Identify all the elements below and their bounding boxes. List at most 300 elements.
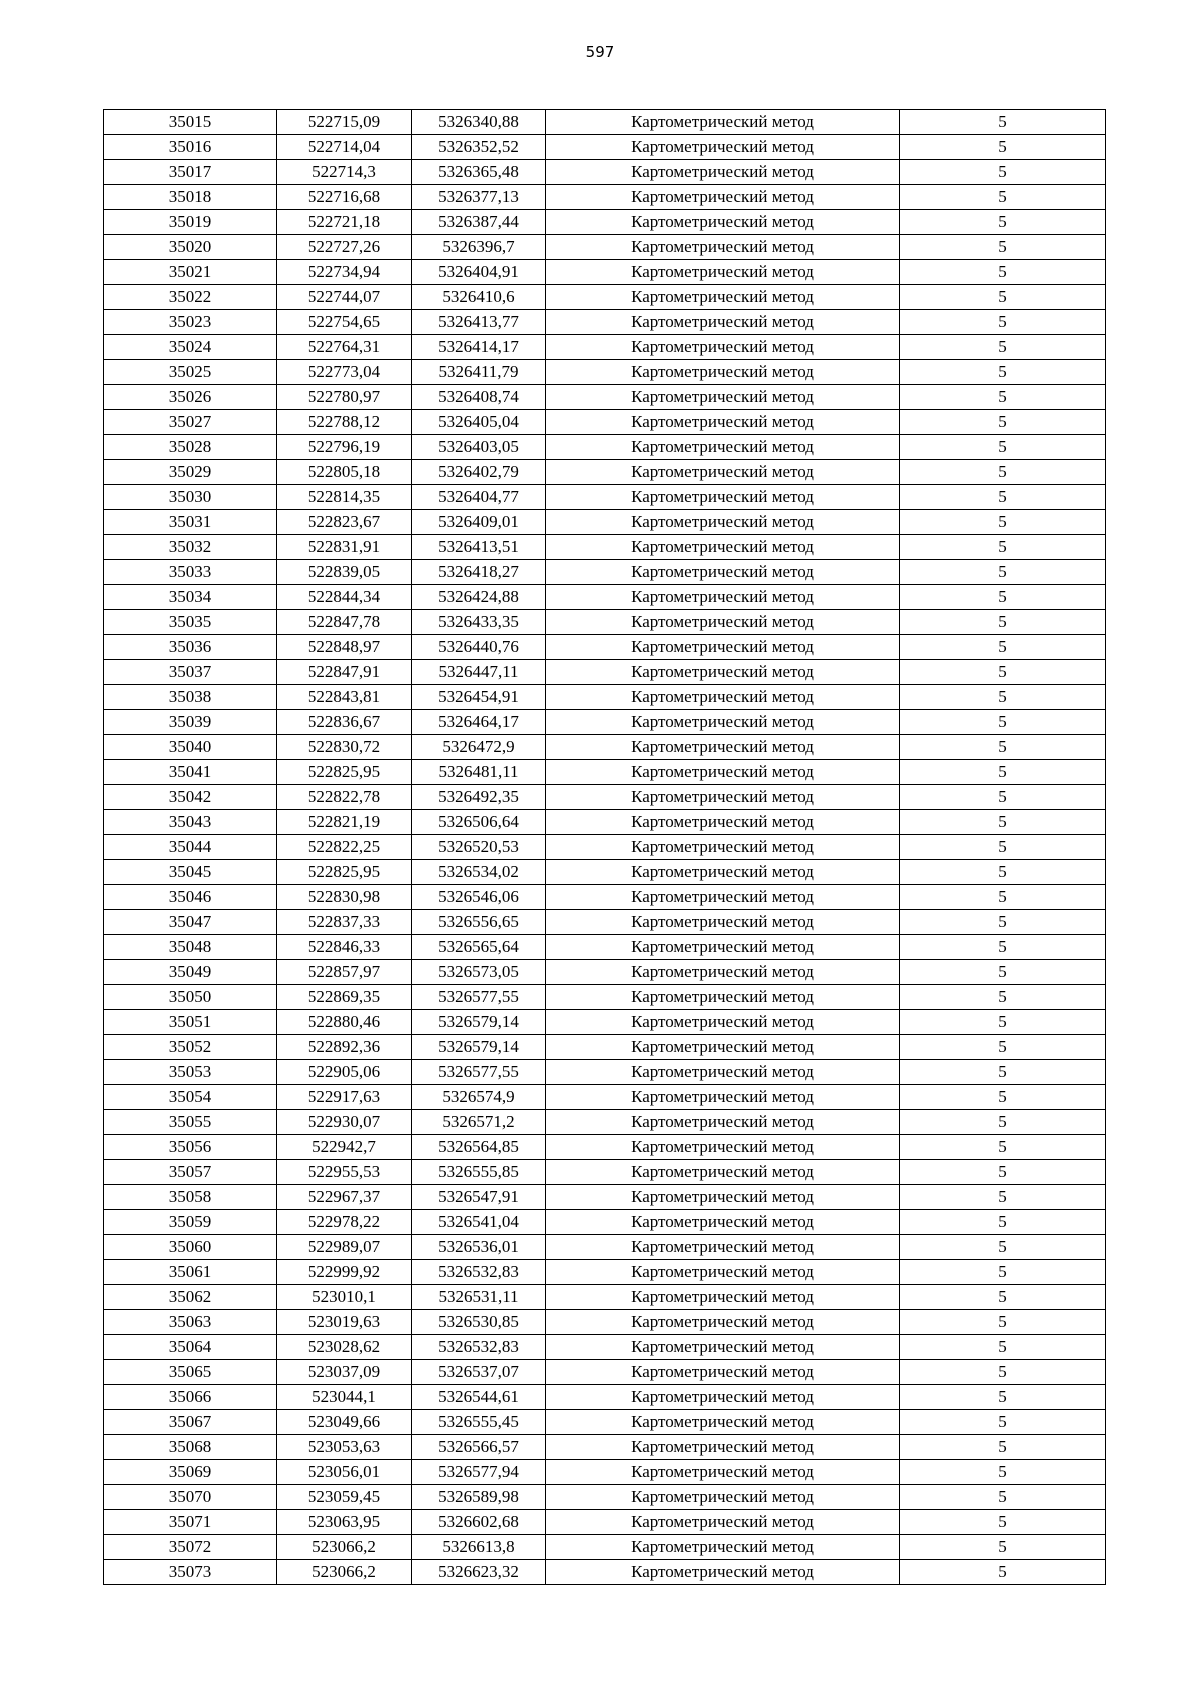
accuracy-cell: 5 [900, 760, 1106, 785]
x-coordinate-cell: 522716,68 [277, 185, 412, 210]
table-row [104, 1310, 1106, 1335]
x-coordinate-cell: 522999,92 [277, 1260, 412, 1285]
table-row [104, 1410, 1106, 1435]
accuracy-cell: 5 [900, 235, 1106, 260]
x-coordinate-cell: 523066,2 [277, 1535, 412, 1560]
accuracy-cell: 5 [900, 1360, 1106, 1385]
table-row [104, 1535, 1106, 1560]
point-number-cell: 35052 [104, 1035, 277, 1060]
point-number-cell: 35067 [104, 1410, 277, 1435]
point-number-cell: 35035 [104, 610, 277, 635]
table-row [104, 1460, 1106, 1485]
point-number-cell: 35046 [104, 885, 277, 910]
y-coordinate-cell: 5326404,91 [412, 260, 546, 285]
y-coordinate-cell: 5326574,9 [412, 1085, 546, 1110]
point-number-cell: 35037 [104, 660, 277, 685]
point-number-cell: 35059 [104, 1210, 277, 1235]
table-row [104, 1010, 1106, 1035]
y-coordinate-cell: 5326602,68 [412, 1510, 546, 1535]
method-cell: Картометрический метод [546, 1035, 900, 1060]
x-coordinate-cell: 522822,78 [277, 785, 412, 810]
point-number-cell: 35044 [104, 835, 277, 860]
point-number-cell: 35057 [104, 1160, 277, 1185]
x-coordinate-cell: 522780,97 [277, 385, 412, 410]
x-coordinate-cell: 522714,3 [277, 160, 412, 185]
point-number-cell: 35041 [104, 760, 277, 785]
table-row [104, 610, 1106, 635]
method-cell: Картометрический метод [546, 785, 900, 810]
accuracy-cell: 5 [900, 135, 1106, 160]
point-number-cell: 35025 [104, 360, 277, 385]
accuracy-cell: 5 [900, 1210, 1106, 1235]
x-coordinate-cell: 522727,26 [277, 235, 412, 260]
table-row [104, 910, 1106, 935]
point-number-cell: 35042 [104, 785, 277, 810]
y-coordinate-cell: 5326387,44 [412, 210, 546, 235]
y-coordinate-cell: 5326623,32 [412, 1560, 546, 1585]
x-coordinate-cell: 523059,45 [277, 1485, 412, 1510]
method-cell: Картометрический метод [546, 385, 900, 410]
table-row [104, 185, 1106, 210]
method-cell: Картометрический метод [546, 1085, 900, 1110]
y-coordinate-cell: 5326404,77 [412, 485, 546, 510]
x-coordinate-cell: 522788,12 [277, 410, 412, 435]
method-cell: Картометрический метод [546, 360, 900, 385]
accuracy-cell: 5 [900, 410, 1106, 435]
table-row [104, 1360, 1106, 1385]
point-number-cell: 35024 [104, 335, 277, 360]
x-coordinate-cell: 522843,81 [277, 685, 412, 710]
point-number-cell: 35016 [104, 135, 277, 160]
table-row [104, 935, 1106, 960]
x-coordinate-cell: 522978,22 [277, 1210, 412, 1235]
table-row [104, 260, 1106, 285]
point-number-cell: 35049 [104, 960, 277, 985]
x-coordinate-cell: 522837,33 [277, 910, 412, 935]
x-coordinate-cell: 522796,19 [277, 435, 412, 460]
accuracy-cell: 5 [900, 960, 1106, 985]
method-cell: Картометрический метод [546, 460, 900, 485]
x-coordinate-cell: 522830,98 [277, 885, 412, 910]
method-cell: Картометрический метод [546, 985, 900, 1010]
point-number-cell: 35031 [104, 510, 277, 535]
point-number-cell: 35064 [104, 1335, 277, 1360]
method-cell: Картометрический метод [546, 110, 900, 135]
y-coordinate-cell: 5326352,52 [412, 135, 546, 160]
y-coordinate-cell: 5326492,35 [412, 785, 546, 810]
y-coordinate-cell: 5326396,7 [412, 235, 546, 260]
table-row [104, 1085, 1106, 1110]
x-coordinate-cell: 522805,18 [277, 460, 412, 485]
method-cell: Картометрический метод [546, 1185, 900, 1210]
y-coordinate-cell: 5326405,04 [412, 410, 546, 435]
method-cell: Картометрический метод [546, 1235, 900, 1260]
accuracy-cell: 5 [900, 710, 1106, 735]
table-row [104, 885, 1106, 910]
point-number-cell: 35073 [104, 1560, 277, 1585]
point-number-cell: 35043 [104, 810, 277, 835]
accuracy-cell: 5 [900, 610, 1106, 635]
table-row [104, 985, 1106, 1010]
table-row [104, 585, 1106, 610]
table-row [104, 660, 1106, 685]
table-row [104, 860, 1106, 885]
method-cell: Картометрический метод [546, 1260, 900, 1285]
point-number-cell: 35058 [104, 1185, 277, 1210]
accuracy-cell: 5 [900, 1560, 1106, 1585]
point-number-cell: 35038 [104, 685, 277, 710]
table-row [104, 1560, 1106, 1585]
accuracy-cell: 5 [900, 1435, 1106, 1460]
y-coordinate-cell: 5326481,11 [412, 760, 546, 785]
y-coordinate-cell: 5326532,83 [412, 1335, 546, 1360]
y-coordinate-cell: 5326589,98 [412, 1485, 546, 1510]
y-coordinate-cell: 5326579,14 [412, 1010, 546, 1035]
accuracy-cell: 5 [900, 560, 1106, 585]
point-number-cell: 35068 [104, 1435, 277, 1460]
accuracy-cell: 5 [900, 1185, 1106, 1210]
point-number-cell: 35063 [104, 1310, 277, 1335]
point-number-cell: 35036 [104, 635, 277, 660]
table-row [104, 1160, 1106, 1185]
table-row [104, 760, 1106, 785]
table-row [104, 1510, 1106, 1535]
accuracy-cell: 5 [900, 1060, 1106, 1085]
x-coordinate-cell: 522892,36 [277, 1035, 412, 1060]
point-number-cell: 35055 [104, 1110, 277, 1135]
accuracy-cell: 5 [900, 210, 1106, 235]
point-number-cell: 35021 [104, 260, 277, 285]
y-coordinate-cell: 5326409,01 [412, 510, 546, 535]
x-coordinate-cell: 522744,07 [277, 285, 412, 310]
y-coordinate-cell: 5326530,85 [412, 1310, 546, 1335]
y-coordinate-cell: 5326579,14 [412, 1035, 546, 1060]
accuracy-cell: 5 [900, 785, 1106, 810]
x-coordinate-cell: 522989,07 [277, 1235, 412, 1260]
accuracy-cell: 5 [900, 885, 1106, 910]
y-coordinate-cell: 5326418,27 [412, 560, 546, 585]
x-coordinate-cell: 522814,35 [277, 485, 412, 510]
method-cell: Картометрический метод [546, 1535, 900, 1560]
x-coordinate-cell: 523063,95 [277, 1510, 412, 1535]
table-row [104, 1110, 1106, 1135]
accuracy-cell: 5 [900, 810, 1106, 835]
y-coordinate-cell: 5326440,76 [412, 635, 546, 660]
table-row [104, 685, 1106, 710]
accuracy-cell: 5 [900, 435, 1106, 460]
accuracy-cell: 5 [900, 1160, 1106, 1185]
x-coordinate-cell: 522930,07 [277, 1110, 412, 1135]
accuracy-cell: 5 [900, 1235, 1106, 1260]
method-cell: Картометрический метод [546, 1060, 900, 1085]
accuracy-cell: 5 [900, 110, 1106, 135]
accuracy-cell: 5 [900, 985, 1106, 1010]
table-row [104, 810, 1106, 835]
y-coordinate-cell: 5326577,94 [412, 1460, 546, 1485]
table-row [104, 385, 1106, 410]
method-cell: Картометрический метод [546, 1510, 900, 1535]
y-coordinate-cell: 5326573,05 [412, 960, 546, 985]
y-coordinate-cell: 5326403,05 [412, 435, 546, 460]
x-coordinate-cell: 523019,63 [277, 1310, 412, 1335]
method-cell: Картометрический метод [546, 410, 900, 435]
accuracy-cell: 5 [900, 1260, 1106, 1285]
x-coordinate-cell: 522714,04 [277, 135, 412, 160]
accuracy-cell: 5 [900, 835, 1106, 860]
y-coordinate-cell: 5326534,02 [412, 860, 546, 885]
y-coordinate-cell: 5326402,79 [412, 460, 546, 485]
accuracy-cell: 5 [900, 1135, 1106, 1160]
y-coordinate-cell: 5326546,06 [412, 885, 546, 910]
table-row [104, 1060, 1106, 1085]
y-coordinate-cell: 5326577,55 [412, 1060, 546, 1085]
method-cell: Картометрический метод [546, 1285, 900, 1310]
y-coordinate-cell: 5326564,85 [412, 1135, 546, 1160]
point-number-cell: 35050 [104, 985, 277, 1010]
y-coordinate-cell: 5326556,65 [412, 910, 546, 935]
method-cell: Картометрический метод [546, 885, 900, 910]
x-coordinate-cell: 523056,01 [277, 1460, 412, 1485]
point-number-cell: 35030 [104, 485, 277, 510]
point-number-cell: 35065 [104, 1360, 277, 1385]
table-row [104, 1135, 1106, 1160]
x-coordinate-cell: 522823,67 [277, 510, 412, 535]
y-coordinate-cell: 5326411,79 [412, 360, 546, 385]
x-coordinate-cell: 522825,95 [277, 760, 412, 785]
accuracy-cell: 5 [900, 1110, 1106, 1135]
point-number-cell: 35029 [104, 460, 277, 485]
table-row [104, 1235, 1106, 1260]
accuracy-cell: 5 [900, 1285, 1106, 1310]
x-coordinate-cell: 522831,91 [277, 535, 412, 560]
point-number-cell: 35023 [104, 310, 277, 335]
method-cell: Картометрический метод [546, 660, 900, 685]
point-number-cell: 35027 [104, 410, 277, 435]
accuracy-cell: 5 [900, 385, 1106, 410]
table-row [104, 635, 1106, 660]
point-number-cell: 35026 [104, 385, 277, 410]
y-coordinate-cell: 5326464,17 [412, 710, 546, 735]
y-coordinate-cell: 5326447,11 [412, 660, 546, 685]
table-row [104, 410, 1106, 435]
table-row [104, 210, 1106, 235]
method-cell: Картометрический метод [546, 585, 900, 610]
table-row [104, 1485, 1106, 1510]
table-row [104, 285, 1106, 310]
table-row [104, 435, 1106, 460]
x-coordinate-cell: 522967,37 [277, 1185, 412, 1210]
x-coordinate-cell: 523053,63 [277, 1435, 412, 1460]
x-coordinate-cell: 522955,53 [277, 1160, 412, 1185]
point-number-cell: 35018 [104, 185, 277, 210]
y-coordinate-cell: 5326413,51 [412, 535, 546, 560]
accuracy-cell: 5 [900, 1510, 1106, 1535]
accuracy-cell: 5 [900, 860, 1106, 885]
method-cell: Картометрический метод [546, 1010, 900, 1035]
x-coordinate-cell: 522848,97 [277, 635, 412, 660]
method-cell: Картометрический метод [546, 1110, 900, 1135]
x-coordinate-cell: 522830,72 [277, 735, 412, 760]
method-cell: Картометрический метод [546, 560, 900, 585]
y-coordinate-cell: 5326506,64 [412, 810, 546, 835]
table-row [104, 1285, 1106, 1310]
method-cell: Картометрический метод [546, 1360, 900, 1385]
point-number-cell: 35069 [104, 1460, 277, 1485]
accuracy-cell: 5 [900, 160, 1106, 185]
point-number-cell: 35040 [104, 735, 277, 760]
page-number: 597 [585, 43, 615, 61]
x-coordinate-cell: 523028,62 [277, 1335, 412, 1360]
table-row [104, 110, 1106, 135]
method-cell: Картометрический метод [546, 1135, 900, 1160]
y-coordinate-cell: 5326532,83 [412, 1260, 546, 1285]
method-cell: Картометрический метод [546, 185, 900, 210]
coordinates-table-body [104, 110, 1106, 1585]
accuracy-cell: 5 [900, 585, 1106, 610]
table-row [104, 1435, 1106, 1460]
x-coordinate-cell: 522822,25 [277, 835, 412, 860]
method-cell: Картометрический метод [546, 1160, 900, 1185]
point-number-cell: 35017 [104, 160, 277, 185]
method-cell: Картометрический метод [546, 1310, 900, 1335]
point-number-cell: 35060 [104, 1235, 277, 1260]
accuracy-cell: 5 [900, 635, 1106, 660]
x-coordinate-cell: 522754,65 [277, 310, 412, 335]
method-cell: Картометрический метод [546, 860, 900, 885]
y-coordinate-cell: 5326433,35 [412, 610, 546, 635]
x-coordinate-cell: 522880,46 [277, 1010, 412, 1035]
x-coordinate-cell: 523037,09 [277, 1360, 412, 1385]
x-coordinate-cell: 522839,05 [277, 560, 412, 585]
y-coordinate-cell: 5326454,91 [412, 685, 546, 710]
table-row [104, 1210, 1106, 1235]
method-cell: Картометрический метод [546, 1435, 900, 1460]
x-coordinate-cell: 522715,09 [277, 110, 412, 135]
method-cell: Картометрический метод [546, 910, 900, 935]
method-cell: Картометрический метод [546, 1335, 900, 1360]
method-cell: Картометрический метод [546, 160, 900, 185]
point-number-cell: 35053 [104, 1060, 277, 1085]
table-row [104, 560, 1106, 585]
accuracy-cell: 5 [900, 185, 1106, 210]
y-coordinate-cell: 5326531,11 [412, 1285, 546, 1310]
point-number-cell: 35066 [104, 1385, 277, 1410]
accuracy-cell: 5 [900, 685, 1106, 710]
x-coordinate-cell: 522821,19 [277, 810, 412, 835]
point-number-cell: 35028 [104, 435, 277, 460]
method-cell: Картометрический метод [546, 235, 900, 260]
y-coordinate-cell: 5326555,45 [412, 1410, 546, 1435]
method-cell: Картометрический метод [546, 310, 900, 335]
x-coordinate-cell: 522764,31 [277, 335, 412, 360]
table-row [104, 1185, 1106, 1210]
y-coordinate-cell: 5326541,04 [412, 1210, 546, 1235]
method-cell: Картометрический метод [546, 935, 900, 960]
table-row [104, 1035, 1106, 1060]
accuracy-cell: 5 [900, 335, 1106, 360]
y-coordinate-cell: 5326340,88 [412, 110, 546, 135]
accuracy-cell: 5 [900, 1485, 1106, 1510]
table-row [104, 360, 1106, 385]
method-cell: Картометрический метод [546, 760, 900, 785]
x-coordinate-cell: 522721,18 [277, 210, 412, 235]
table-row [104, 160, 1106, 185]
method-cell: Картометрический метод [546, 535, 900, 560]
x-coordinate-cell: 522844,34 [277, 585, 412, 610]
y-coordinate-cell: 5326571,2 [412, 1110, 546, 1135]
y-coordinate-cell: 5326414,17 [412, 335, 546, 360]
x-coordinate-cell: 522836,67 [277, 710, 412, 735]
y-coordinate-cell: 5326472,9 [412, 735, 546, 760]
x-coordinate-cell: 522857,97 [277, 960, 412, 985]
accuracy-cell: 5 [900, 1010, 1106, 1035]
point-number-cell: 35051 [104, 1010, 277, 1035]
method-cell: Картометрический метод [546, 1210, 900, 1235]
x-coordinate-cell: 523066,2 [277, 1560, 412, 1585]
table-row [104, 535, 1106, 560]
accuracy-cell: 5 [900, 360, 1106, 385]
table-row [104, 1385, 1106, 1410]
table-row [104, 135, 1106, 160]
method-cell: Картометрический метод [546, 1560, 900, 1585]
method-cell: Картометрический метод [546, 810, 900, 835]
accuracy-cell: 5 [900, 735, 1106, 760]
y-coordinate-cell: 5326613,8 [412, 1535, 546, 1560]
accuracy-cell: 5 [900, 1335, 1106, 1360]
x-coordinate-cell: 523044,1 [277, 1385, 412, 1410]
method-cell: Картометрический метод [546, 135, 900, 160]
point-number-cell: 35061 [104, 1260, 277, 1285]
y-coordinate-cell: 5326365,48 [412, 160, 546, 185]
point-number-cell: 35020 [104, 235, 277, 260]
point-number-cell: 35056 [104, 1135, 277, 1160]
accuracy-cell: 5 [900, 660, 1106, 685]
accuracy-cell: 5 [900, 460, 1106, 485]
accuracy-cell: 5 [900, 1410, 1106, 1435]
point-number-cell: 35034 [104, 585, 277, 610]
table-row [104, 310, 1106, 335]
x-coordinate-cell: 522905,06 [277, 1060, 412, 1085]
y-coordinate-cell: 5326537,07 [412, 1360, 546, 1385]
method-cell: Картометрический метод [546, 1410, 900, 1435]
accuracy-cell: 5 [900, 1535, 1106, 1560]
point-number-cell: 35054 [104, 1085, 277, 1110]
table-row [104, 510, 1106, 535]
method-cell: Картометрический метод [546, 285, 900, 310]
x-coordinate-cell: 522825,95 [277, 860, 412, 885]
y-coordinate-cell: 5326410,6 [412, 285, 546, 310]
point-number-cell: 35032 [104, 535, 277, 560]
x-coordinate-cell: 523049,66 [277, 1410, 412, 1435]
accuracy-cell: 5 [900, 260, 1106, 285]
accuracy-cell: 5 [900, 1035, 1106, 1060]
point-number-cell: 35070 [104, 1485, 277, 1510]
y-coordinate-cell: 5326555,85 [412, 1160, 546, 1185]
point-number-cell: 35015 [104, 110, 277, 135]
method-cell: Картометрический метод [546, 1385, 900, 1410]
method-cell: Картометрический метод [546, 510, 900, 535]
x-coordinate-cell: 522773,04 [277, 360, 412, 385]
table-row [104, 835, 1106, 860]
y-coordinate-cell: 5326408,74 [412, 385, 546, 410]
y-coordinate-cell: 5326520,53 [412, 835, 546, 860]
accuracy-cell: 5 [900, 310, 1106, 335]
y-coordinate-cell: 5326377,13 [412, 185, 546, 210]
method-cell: Картометрический метод [546, 610, 900, 635]
method-cell: Картометрический метод [546, 335, 900, 360]
method-cell: Картометрический метод [546, 835, 900, 860]
x-coordinate-cell: 523010,1 [277, 1285, 412, 1310]
